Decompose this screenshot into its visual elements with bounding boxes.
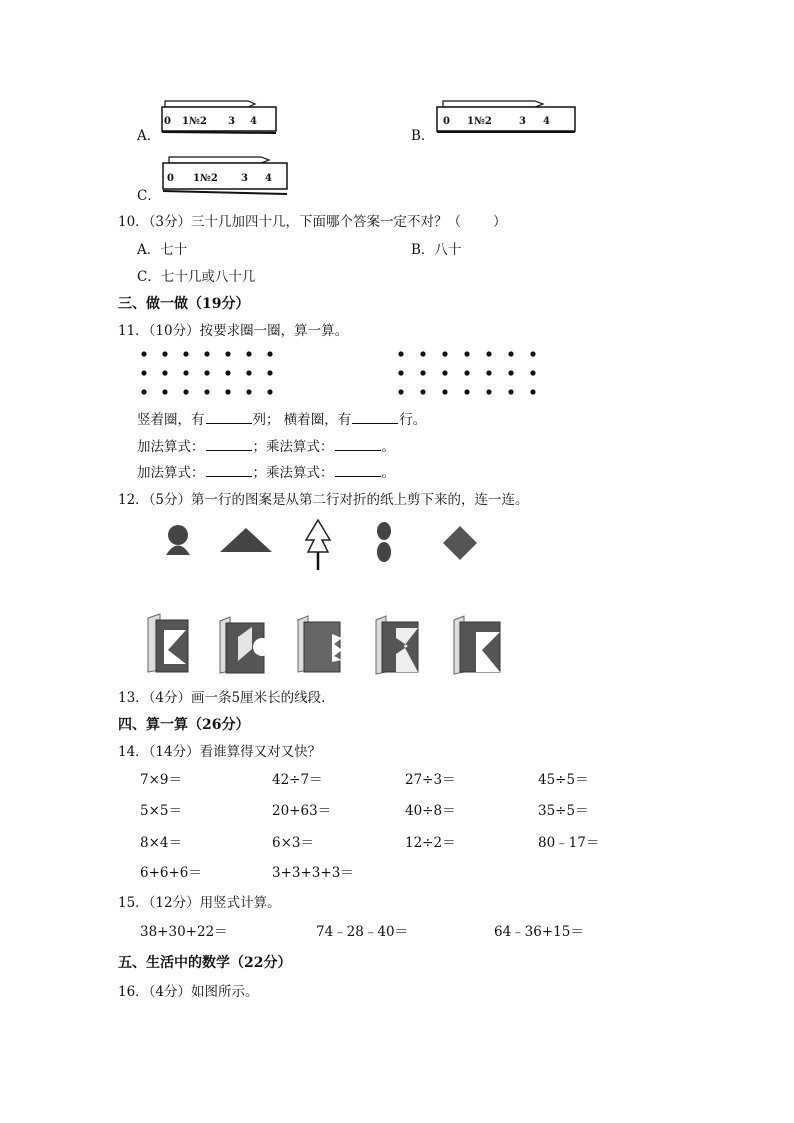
dot	[508, 370, 513, 375]
cut-shape-figure-eight	[375, 520, 393, 564]
svg-text:4: 4	[265, 173, 272, 184]
q14-expression: 5×5＝	[140, 803, 182, 819]
q11-line-3: 加法算式： ；乘法算式： 。	[137, 465, 395, 481]
svg-text:0: 0	[443, 116, 450, 127]
answer-blank[interactable]	[206, 463, 252, 477]
q11-line-2: 加法算式： ；乘法算式： 。	[137, 439, 395, 455]
svg-text:3: 3	[228, 116, 235, 127]
ruler-pencil-c	[163, 155, 293, 200]
folded-paper-4	[374, 614, 422, 676]
svg-text:3: 3	[519, 116, 526, 127]
dot	[442, 370, 447, 375]
dot	[442, 351, 447, 356]
answer-blank[interactable]	[335, 437, 381, 451]
q15-expression: 64﹣36+15＝	[494, 924, 584, 940]
q14-expression: 40÷8＝	[405, 803, 456, 819]
cut-shape-arrow	[304, 518, 332, 572]
q10-option-a: A．七十	[137, 242, 188, 258]
option-a-label: A．	[137, 128, 161, 144]
dot	[508, 351, 513, 356]
svg-text:1№2: 1№2	[182, 116, 207, 127]
dot	[464, 389, 469, 394]
dot	[141, 351, 146, 356]
section-heading-4: 四、算一算（26分）	[118, 717, 250, 733]
svg-text:1№2: 1№2	[467, 116, 492, 127]
dot	[162, 389, 167, 394]
q11-line-1: 竖着圈，有 列； 横着圈，有 行。	[137, 412, 427, 428]
svg-text:1№2: 1№2	[193, 173, 218, 184]
dot	[486, 389, 491, 394]
dot	[398, 351, 403, 356]
dot	[486, 370, 491, 375]
dot	[246, 389, 251, 394]
q14-expression: 8×4＝	[140, 835, 182, 851]
dot	[464, 351, 469, 356]
option-b-label: B．	[411, 128, 435, 144]
dot	[420, 389, 425, 394]
q14-expression: 12÷2＝	[405, 835, 456, 851]
q14-expression: 6+6+6＝	[140, 865, 202, 881]
svg-text:3: 3	[241, 173, 248, 184]
dot	[204, 351, 209, 356]
answer-blank[interactable]	[352, 410, 398, 424]
section-heading-3: 三、做一做（19分）	[118, 296, 250, 312]
dot-array-right	[393, 346, 553, 398]
q10-option-c: C．七十几或八十几	[137, 269, 256, 285]
dot	[267, 389, 272, 394]
svg-text:0: 0	[164, 116, 171, 127]
q14-expression: 80﹣17＝	[538, 835, 600, 851]
dot	[398, 389, 403, 394]
q11-stem: 11．（10分）按要求圈一圈，算一算。	[118, 323, 349, 339]
q14-expression: 7×9＝	[140, 772, 182, 788]
q10-option-b: B．八十	[411, 242, 462, 258]
dot	[420, 370, 425, 375]
dot	[486, 351, 491, 356]
q12-stem: 12．（5分）第一行的图案是从第二行对折的纸上剪下来的，连一连。	[118, 492, 529, 508]
dot	[225, 389, 230, 394]
dot	[508, 389, 513, 394]
answer-blank[interactable]	[206, 437, 252, 451]
dot	[530, 351, 535, 356]
svg-text:0: 0	[167, 173, 174, 184]
dot	[464, 370, 469, 375]
dot	[183, 370, 188, 375]
cut-shape-keyhole	[160, 524, 196, 556]
q14-expression: 3+3+3+3＝	[272, 865, 354, 881]
answer-blank[interactable]	[206, 410, 252, 424]
q14-expression: 6×3＝	[272, 835, 314, 851]
dot	[183, 389, 188, 394]
dot	[225, 351, 230, 356]
q15-stem: 15．（12分）用竖式计算。	[118, 895, 281, 911]
folded-paper-3	[296, 614, 344, 674]
dot	[162, 370, 167, 375]
q14-stem: 14．（14分）看谁算得又对又快？	[118, 744, 322, 760]
dot	[246, 370, 251, 375]
dot-array-left	[136, 346, 286, 398]
dot	[267, 351, 272, 356]
q10-stem: 10．（3分）三十几加四十几，下面哪个答案一定不对？（ ）	[118, 214, 507, 230]
dot	[225, 370, 230, 375]
dot	[442, 389, 447, 394]
cut-shape-diamond	[442, 525, 478, 561]
section-heading-5: 五、生活中的数学（22分）	[118, 955, 292, 971]
ruler-pencil-a	[162, 98, 282, 138]
dot	[183, 351, 188, 356]
folded-paper-2	[218, 615, 266, 675]
svg-text:4: 4	[543, 116, 550, 127]
dot	[267, 370, 272, 375]
q16-stem: 16．（4分）如图所示。	[118, 984, 259, 1000]
q14-expression: 27÷3＝	[405, 772, 456, 788]
svg-text:4: 4	[250, 116, 257, 127]
q14-expression: 42÷7＝	[272, 772, 323, 788]
ruler-pencil-b	[437, 98, 577, 138]
dot	[162, 351, 167, 356]
q14-expression: 45÷5＝	[538, 772, 589, 788]
q15-expression: 74﹣28﹣40＝	[316, 924, 409, 940]
dot	[398, 370, 403, 375]
q14-expression: 35÷5＝	[538, 803, 589, 819]
option-c-label: C．	[137, 188, 161, 204]
dot	[141, 370, 146, 375]
dot	[204, 370, 209, 375]
dot	[204, 389, 209, 394]
folded-paper-5	[452, 614, 502, 676]
q14-expression: 20+63＝	[272, 803, 332, 819]
folded-paper-1	[146, 612, 190, 674]
q13-stem: 13．（4分）画一条5厘米长的线段．	[118, 690, 335, 706]
dot	[141, 389, 146, 394]
q15-expression: 38+30+22＝	[140, 924, 228, 940]
answer-blank[interactable]	[335, 463, 381, 477]
dot	[246, 351, 251, 356]
dot	[530, 370, 535, 375]
dot	[530, 389, 535, 394]
dot	[420, 351, 425, 356]
cut-shape-triangle	[218, 526, 274, 554]
